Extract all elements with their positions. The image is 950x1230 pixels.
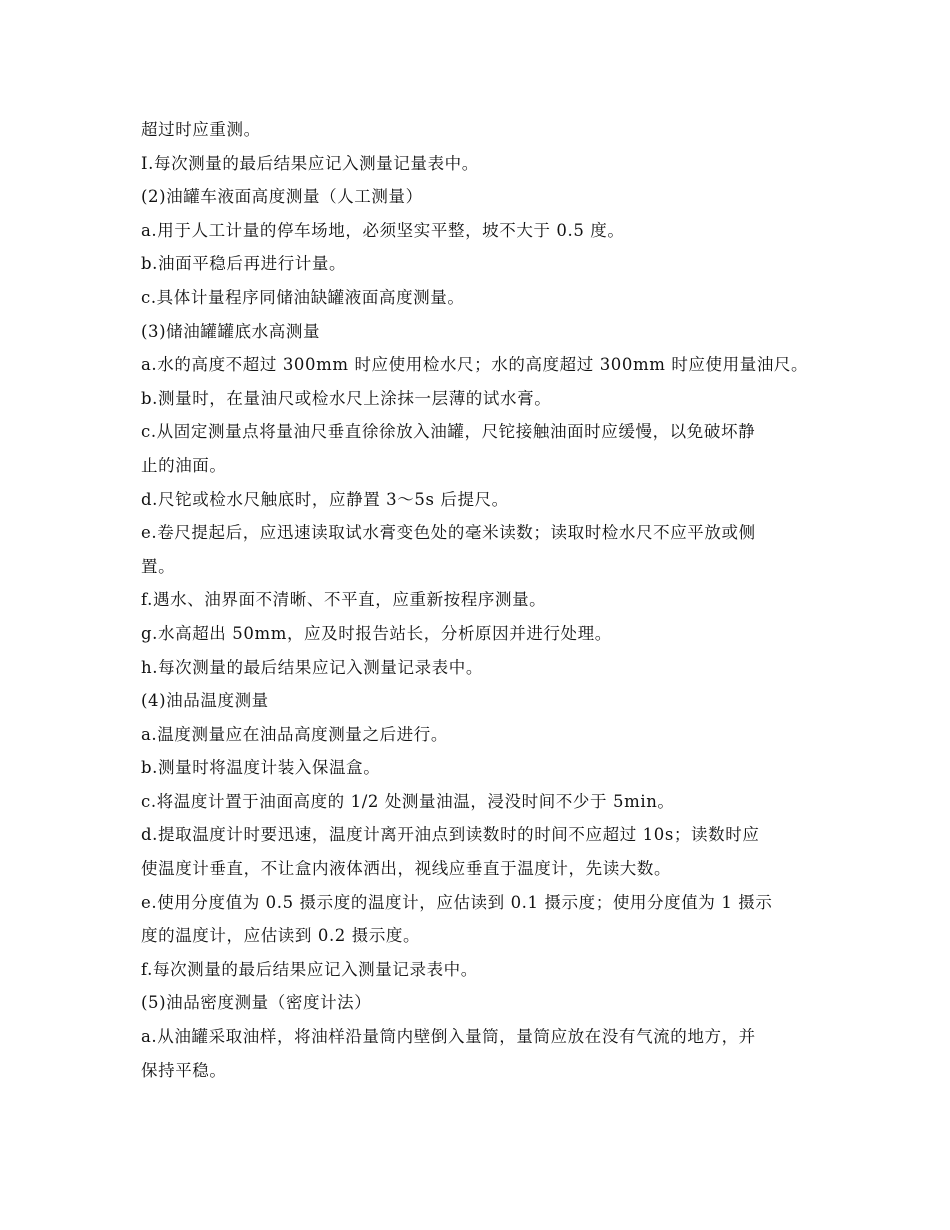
text-line: 置。: [141, 556, 176, 576]
text-line: 超过时应重测。: [141, 120, 261, 139]
section-heading: (3)储油罐罐底水高测量: [141, 321, 321, 341]
text-line: d.提取温度计时要迅速，温度计离开油点到读数时的时间不应超过 10s；读数时应: [141, 825, 760, 845]
text-line: b.油面平稳后再进行计量。: [141, 254, 347, 274]
text-line: c.将温度计置于油面高度的 1/2 处测量油温，浸没时间不少于 5min。: [141, 791, 675, 811]
text-line: f.遇水、油界面不清晰、不平直，应重新按程序测量。: [141, 590, 547, 610]
text-line: 使温度计垂直，不让盒内液体洒出，视线应垂直于温度计，先读大数。: [141, 859, 672, 879]
text-line: h.每次测量的最后结果应记入测量记录表中。: [141, 657, 483, 677]
text-line: a.水的高度不超过 300mm 时应使用检水尺；水的高度超过 300mm 时应使用量油尺。: [141, 355, 809, 375]
text-line: a.用于人工计量的停车场地，必须坚实平整，坡不大于 0.5 度。: [141, 220, 625, 240]
document-body: [141, 113, 813, 1087]
text-line: I.每次测量的最后结果应记入测量记量表中。: [141, 153, 479, 173]
text-line: 止的油面。: [141, 455, 227, 475]
text-line: a.温度测量应在油品高度测量之后进行。: [141, 724, 448, 744]
text-line: g.水高超出 50mm，应及时报告站长，分析原因并进行处理。: [141, 623, 612, 643]
text-line: c.具体计量程序同储油缺罐液面高度测量。: [141, 287, 465, 307]
text-line: 保持平稳。: [141, 1060, 227, 1080]
text-line: a.从油罐采取油样，将油样沿量筒内壁倒入量筒，量筒应放在没有气流的地方，并: [141, 1027, 756, 1047]
text-line: c.从固定测量点将量油尺垂直徐徐放入油罐，尺铊接触油面时应缓慢，以免破坏静: [141, 422, 756, 442]
text-line: e.使用分度值为 0.5 摄示度的温度计，应估读到 0.1 摄示度；使用分度值为 1 摄示: [141, 892, 773, 912]
text-line: 度的温度计，应估读到 0.2 摄示度。: [141, 926, 421, 946]
section-heading: (5)油品密度测量（密度计法）: [141, 993, 372, 1013]
text-line: b.测量时，在量油尺或检水尺上涂抹一层薄的试水膏。: [141, 388, 552, 408]
text-line: b.测量时将温度计装入保温盒。: [141, 758, 381, 778]
section-heading: (4)油品温度测量: [141, 691, 269, 711]
text-line: e.卷尺提起后，应迅速读取试水膏变色处的毫米读数；读取时检水尺不应平放或侧: [141, 523, 756, 543]
text-line: d.尺铊或检水尺触底时，应静置 3～5s 后提尺。: [141, 489, 509, 509]
section-heading: (2)油罐车液面高度测量（人工测量）: [141, 187, 423, 207]
text-line: f.每次测量的最后结果应记入测量记录表中。: [141, 959, 478, 979]
